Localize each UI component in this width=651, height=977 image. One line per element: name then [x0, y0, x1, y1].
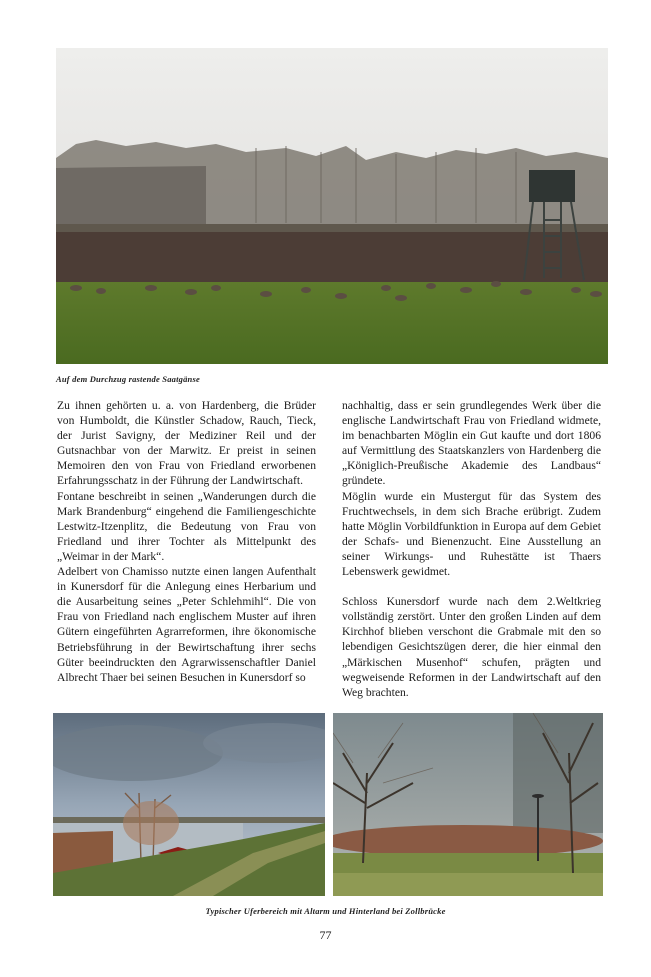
page-number: 77: [319, 928, 332, 942]
paragraph: Fontane beschreibt in seinen „Wanderungen durch die Mark Brandenburg“ eingehend die Familiengeschichte Lestwitz-Itzenplitz, die Bedeutung von Frau von Friedland und ihrer Tochter als Mittelpunkt des „Weimar in der Mark“.: [57, 489, 316, 563]
paragraph: Zu ihnen gehörten u. a. von Hardenberg, die Brüder von Humboldt, die Künstler Schadow, Rauch, Tieck, der Jurist Savigny, der Mediziner Reil und der Gutsnachbar von der Marwitz. Er preist in seinen Memoiren den von Frau von Friedland erworbenen Erfahrungsschatz in der Führung der Landwirtschaft.: [57, 399, 316, 488]
photo-river-arm: [53, 713, 325, 896]
text-column-left: [57, 398, 316, 685]
paragraph: Adelbert von Chamisso nutzte einen langen Aufenthalt in Kunersdorf für die Anlegung eines Herbarium und die Ausarbeitung seines „Peter Schlehmihl“. Die von Frau von Friedland nach englischem Muster auf ihren Gütern eingeführten Agrarreformen, ihre ökonomische Betriebsführung in der Bewirtschaftung ihrer sechs Güter beeindruckten den Agrarwissenschaftler Daniel Albrecht Thaer bei seinen Besuchen in Kunersdorf so: [57, 565, 316, 684]
paragraph: nachhaltig, dass er sein grundlegendes Werk über die englische Landwirtschaft Frau von Friedland widmete, im benachbarten Möglin ein Gut kaufte und dort 1806 auf Vermittlung des Staatskanzlers von Hardenberg die „Königlich-Preußische Akademie des Landbaus“ gründete.: [342, 399, 601, 488]
photo-meadow-trees: [333, 713, 603, 896]
paragraph: Möglin wurde ein Mustergut für das System des Fruchtwechsels, in dem sich Brache erübrigt. Zudem hatte Möglin Vorbildfunktion in Europa auf dem Gebiet der Schafs- und Bienenzucht. Eine Ausstellung an seiner Wirkungs- und Ruhestätte ist Thaers Lebenswerk gewidmet.: [342, 489, 601, 579]
text-column-right: [342, 398, 601, 700]
photo-geese-field: [56, 48, 608, 364]
paragraph: Schloss Kunersdorf wurde nach dem 2.Weltkrieg vollständig zerstört. Unter den großen Linden auf dem Kirchhof blieben verschont die Grabmale mit den so lebendigen Gesichtszügen derer, die hier einmal den „Märkischen Musenhof“ schufen, prägten und wegweisende Reformen in der Landwirtschaft auf den Weg brachten.: [342, 595, 601, 699]
caption-top: Auf dem Durchzug rastende Saatgänse: [56, 374, 200, 384]
caption-bottom: Typischer Uferbereich mit Altarm und Hinterland bei Zollbrücke: [205, 906, 446, 916]
